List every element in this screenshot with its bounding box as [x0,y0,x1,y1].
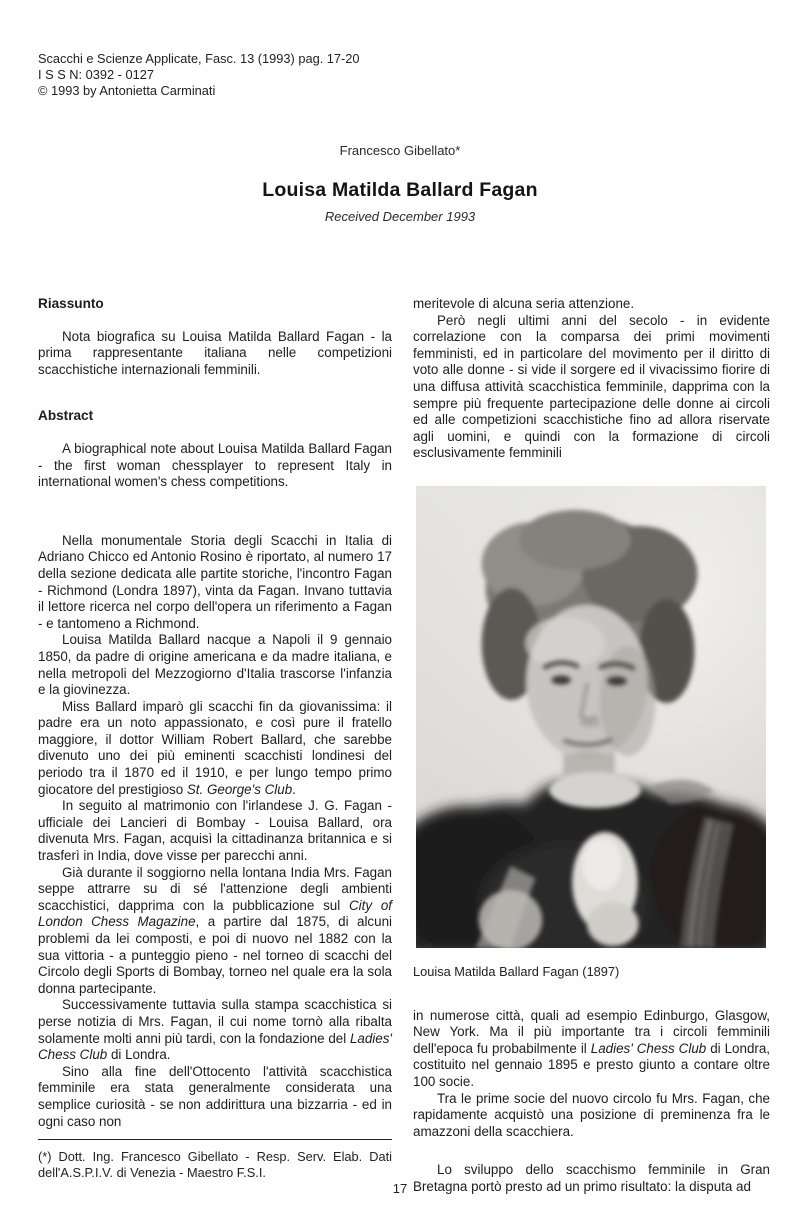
article-body-left [38,533,392,1130]
abstract-text: A biographical note about Louisa Matilda Ballard Fagan - the first woman chessplayer to represent Italy in international women's chess competitions. [38,440,392,490]
right-column [413,296,770,1195]
article-body-right [413,1008,770,1196]
portrait-photo [416,486,766,948]
paragraph: Però negli ultimi anni del secolo - in evidente correlazione con la comparsa dei primi movimenti femministi, ed in particolare del movimento per il diritto di voto alle donne - si vide il sorgere ed il vivacissimo fiorire di una diffusa attività scacchistica femminile, dapprima con la sempre più frequente partecipazione delle donne ai circoli ed alle competizioni scacchistiche fino ad allora riservate agli uomini, e quindi con la formazione di circoli esclusivamente femminili [413,312,770,461]
paragraph: In seguito al matrimonio con l'irlandese J. G. Fagan - ufficiale dei Lancieri di Bombay - Louisa Ballard, ora divenuta Mrs. Fagan, acquisì la cittadinanza britannica e si trasferì in India, dove visse per parecchi anni. [38,798,392,864]
page-number: 17 [392,1181,408,1196]
author-name: Francesco Gibellato* [339,143,461,158]
footnote-rule [38,1139,392,1140]
paragraph: Tra le prime socie del nuovo circolo fu Mrs. Fagan, che rapidamente acquistò una posizione di preminenza fra le amazzoni della scacchiera. [413,1090,770,1139]
issn-line: I S S N: 0392 - 0127 [38,66,154,82]
received-date: Received December 1993 [324,209,476,224]
journal-reference: Scacchi e Scienze Applicate, Fasc. 13 (1993) pag. 17-20 [38,51,360,66]
paragraph: Sino alla fine dell'Ottocento l'attività scacchistica femminile era stata generalmente considerata una semplice curiosità - se non addirittura una bizzarria - ed in ogni caso non [38,1063,392,1129]
paragraph: Successivamente tuttavia sulla stampa scacchistica si perse notizia di Mrs. Fagan, il cui nome tornò alla ribalta solamente molti anni più tardi, con la fondazione del Ladies' Chess Club di Londra. [38,997,392,1063]
footnote-text: (*) Dott. Ing. Francesco Gibellato - Resp. Serv. Elab. Dati dell'A.S.P.I.V. di Venezia - Maestro F.S.I. [38,1149,392,1181]
paragraph: Già durante il soggiorno nella lontana India Mrs. Fagan seppe attrarre su di sé l'attenzione degli ambienti scacchistici, dapprima con la pubblicazione sul City of London Chess Magazine, a partire dal 1875, di alcuni problemi da lei composti, e poi di nuovo nel 1882 con la sua vittoria - a punteggio pieno - nel torneo di scacchi del Circolo degli Sports di Bombay, torneo nel quale era la sola donna partecipante. [38,864,392,996]
copyright-line: © 1993 by Antonietta Carminati [38,82,216,98]
title-block [0,143,800,224]
riassunto-text: Nota biografica su Louisa Matilda Ballard Fagan - la prima rappresentante italiana nelle competizioni scacchistiche internazionali femminili. [38,328,392,377]
paragraph: Louisa Matilda Ballard nacque a Napoli il 9 gennaio 1850, da padre di origine americana e da madre italiana, e nella metropoli del Mezzogiorno d'Italia trascorse l'infanzia e la giovinezza. [38,632,392,698]
photo-caption: Louisa Matilda Ballard Fagan (1897) [413,963,620,979]
riassunto-heading: Riassunto [38,296,104,311]
left-column [38,296,392,1130]
paragraph: Lo sviluppo dello scacchismo femminile in Gran Bretagna portò presto ad un primo risultato: la disputa ad [413,1162,770,1194]
article-title: Louisa Matilda Ballard Fagan [262,179,538,201]
paragraph: in numerose città, quali ad esempio Edinburgo, Glasgow, New York. Ma il più importante tra i circoli femminili dell'epoca fu probabilmente il Ladies' Chess Club di Londra, costituito nel gennaio 1895 e presto giunto a contare oltre 100 socie. [413,1007,771,1089]
abstract-heading: Abstract [38,408,94,424]
paragraph: Miss Ballard imparò gli scacchi fin da giovanissima: il padre era un noto appassionato, e così pure il fratello maggiore, il dottor William Robert Ballard, che sarebbe divenuto uno dei più eminenti scacchisti londinesi del periodo tra il 1870 ed il 1910, e per lungo tempo primo giocatore del prestigioso St. George's Club. [38,698,392,797]
footnote [38,1139,392,1182]
paragraph: meritevole di alcuna seria attenzione. [413,296,635,311]
paragraph: Nella monumentale Storia degli Scacchi in Italia di Adriano Chicco ed Antonio Rosino è riportato, al numero 17 della sezione dedicata alle partite storiche, l'incontro Fagan - Richmond (Londra 1897), vinta da Fagan. Invano tuttavia il lettore ricerca nel corpo dell'opera un riferimento a Fagan - e tantomeno a Richmond. [38,532,392,631]
journal-header [38,51,360,98]
